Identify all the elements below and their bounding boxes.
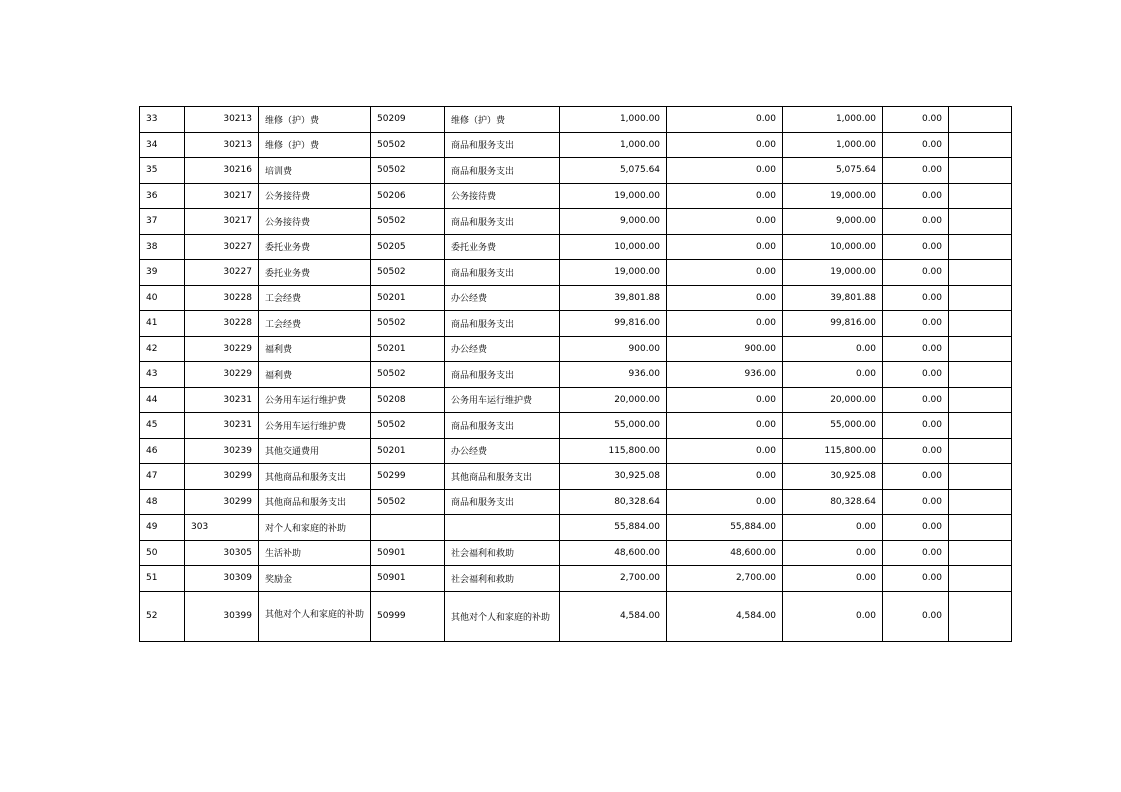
- gov-code-cell: 50205: [371, 234, 445, 260]
- basic-amount-cell: 900.00: [667, 336, 783, 362]
- other-amount-cell: 0.00: [883, 183, 949, 209]
- other-amount-cell: 0.00: [883, 464, 949, 490]
- total-amount-cell: 1,000.00: [560, 132, 667, 158]
- note-cell: [949, 438, 1012, 464]
- project-amount-cell: 0.00: [783, 336, 883, 362]
- gov-name-cell: 维修（护）费: [445, 107, 560, 133]
- row-index-cell: 48: [140, 489, 185, 515]
- other-amount-cell: 0.00: [883, 311, 949, 337]
- economic-name-cell: 其他商品和服务支出: [259, 464, 371, 490]
- row-index-cell: 47: [140, 464, 185, 490]
- table-row: [140, 336, 1012, 362]
- table-row: [140, 438, 1012, 464]
- other-amount-cell: 0.00: [883, 387, 949, 413]
- basic-amount-cell: 48,600.00: [667, 540, 783, 566]
- basic-amount-cell: 2,700.00: [667, 566, 783, 592]
- table-row: [140, 183, 1012, 209]
- gov-code-cell: 50502: [371, 209, 445, 235]
- project-amount-cell: 19,000.00: [783, 260, 883, 286]
- budget-table: [139, 106, 1012, 642]
- note-cell: [949, 234, 1012, 260]
- gov-code-cell: [371, 515, 445, 541]
- project-amount-cell: 0.00: [783, 540, 883, 566]
- economic-code-cell: 30231: [185, 413, 259, 439]
- table-row: [140, 464, 1012, 490]
- economic-code-cell: 30227: [185, 260, 259, 286]
- project-amount-cell: 20,000.00: [783, 387, 883, 413]
- other-amount-cell: 0.00: [883, 362, 949, 388]
- total-amount-cell: 9,000.00: [560, 209, 667, 235]
- total-amount-cell: 1,000.00: [560, 107, 667, 133]
- gov-name-cell: 公务接待费: [445, 183, 560, 209]
- gov-name-cell: 商品和服务支出: [445, 311, 560, 337]
- row-index-cell: 41: [140, 311, 185, 337]
- basic-amount-cell: 0.00: [667, 183, 783, 209]
- project-amount-cell: 0.00: [783, 515, 883, 541]
- gov-code-cell: 50299: [371, 464, 445, 490]
- note-cell: [949, 107, 1012, 133]
- row-index-cell: 39: [140, 260, 185, 286]
- row-index-cell: 38: [140, 234, 185, 260]
- total-amount-cell: 936.00: [560, 362, 667, 388]
- table-row: [140, 566, 1012, 592]
- economic-name-cell: 福利费: [259, 336, 371, 362]
- gov-code-cell: 50502: [371, 489, 445, 515]
- economic-code-cell: 30305: [185, 540, 259, 566]
- basic-amount-cell: 0.00: [667, 489, 783, 515]
- economic-code-cell: 30399: [185, 591, 259, 641]
- other-amount-cell: 0.00: [883, 234, 949, 260]
- total-amount-cell: 2,700.00: [560, 566, 667, 592]
- gov-code-cell: 50502: [371, 260, 445, 286]
- note-cell: [949, 387, 1012, 413]
- gov-name-cell: 社会福利和救助: [445, 566, 560, 592]
- row-index-cell: 35: [140, 158, 185, 184]
- gov-name-cell: 办公经费: [445, 438, 560, 464]
- basic-amount-cell: 0.00: [667, 234, 783, 260]
- basic-amount-cell: 0.00: [667, 107, 783, 133]
- table-row: [140, 260, 1012, 286]
- table-row: [140, 489, 1012, 515]
- project-amount-cell: 1,000.00: [783, 107, 883, 133]
- other-amount-cell: 0.00: [883, 438, 949, 464]
- economic-code-cell: 303: [185, 515, 259, 541]
- table-row: [140, 515, 1012, 541]
- gov-code-cell: 50901: [371, 566, 445, 592]
- total-amount-cell: 900.00: [560, 336, 667, 362]
- economic-code-cell: 30228: [185, 285, 259, 311]
- gov-name-cell: 其他商品和服务支出: [445, 464, 560, 490]
- row-index-cell: 34: [140, 132, 185, 158]
- other-amount-cell: 0.00: [883, 566, 949, 592]
- gov-name-cell: 商品和服务支出: [445, 362, 560, 388]
- economic-name-cell: 其他交通费用: [259, 438, 371, 464]
- table-row: [140, 413, 1012, 439]
- total-amount-cell: 115,800.00: [560, 438, 667, 464]
- economic-code-cell: 30229: [185, 362, 259, 388]
- economic-name-cell: 其他商品和服务支出: [259, 489, 371, 515]
- table-row: [140, 591, 1012, 641]
- economic-code-cell: 30217: [185, 183, 259, 209]
- note-cell: [949, 566, 1012, 592]
- economic-name-cell: 奖励金: [259, 566, 371, 592]
- table-row: [140, 540, 1012, 566]
- basic-amount-cell: 0.00: [667, 260, 783, 286]
- economic-name-cell: 委托业务费: [259, 260, 371, 286]
- row-index-cell: 52: [140, 591, 185, 641]
- table-row: [140, 158, 1012, 184]
- economic-name-cell: 公务用车运行维护费: [259, 387, 371, 413]
- basic-amount-cell: 0.00: [667, 209, 783, 235]
- other-amount-cell: 0.00: [883, 591, 949, 641]
- gov-name-cell: 商品和服务支出: [445, 132, 560, 158]
- other-amount-cell: 0.00: [883, 107, 949, 133]
- project-amount-cell: 99,816.00: [783, 311, 883, 337]
- table-row: [140, 234, 1012, 260]
- basic-amount-cell: 0.00: [667, 438, 783, 464]
- basic-amount-cell: 0.00: [667, 413, 783, 439]
- total-amount-cell: 4,584.00: [560, 591, 667, 641]
- other-amount-cell: 0.00: [883, 132, 949, 158]
- note-cell: [949, 464, 1012, 490]
- gov-name-cell: 商品和服务支出: [445, 489, 560, 515]
- row-index-cell: 49: [140, 515, 185, 541]
- economic-code-cell: 30229: [185, 336, 259, 362]
- total-amount-cell: 30,925.08: [560, 464, 667, 490]
- gov-code-cell: 50502: [371, 413, 445, 439]
- project-amount-cell: 55,000.00: [783, 413, 883, 439]
- economic-code-cell: 30217: [185, 209, 259, 235]
- row-index-cell: 46: [140, 438, 185, 464]
- gov-code-cell: 50502: [371, 158, 445, 184]
- economic-name-cell: 培训费: [259, 158, 371, 184]
- economic-name-cell: 其他对个人和家庭的补助: [259, 591, 371, 641]
- economic-code-cell: 30228: [185, 311, 259, 337]
- total-amount-cell: 55,884.00: [560, 515, 667, 541]
- gov-name-cell: 商品和服务支出: [445, 260, 560, 286]
- gov-name-cell: 商品和服务支出: [445, 413, 560, 439]
- economic-name-cell: 维修（护）费: [259, 107, 371, 133]
- table-row: [140, 387, 1012, 413]
- economic-code-cell: 30239: [185, 438, 259, 464]
- economic-code-cell: 30309: [185, 566, 259, 592]
- total-amount-cell: 19,000.00: [560, 183, 667, 209]
- note-cell: [949, 158, 1012, 184]
- other-amount-cell: 0.00: [883, 285, 949, 311]
- gov-code-cell: 50502: [371, 311, 445, 337]
- basic-amount-cell: 0.00: [667, 285, 783, 311]
- gov-name-cell: 办公经费: [445, 285, 560, 311]
- gov-name-cell: 公务用车运行维护费: [445, 387, 560, 413]
- row-index-cell: 43: [140, 362, 185, 388]
- row-index-cell: 37: [140, 209, 185, 235]
- gov-name-cell: 社会福利和救助: [445, 540, 560, 566]
- note-cell: [949, 540, 1012, 566]
- table-row: [140, 362, 1012, 388]
- other-amount-cell: 0.00: [883, 260, 949, 286]
- project-amount-cell: 80,328.64: [783, 489, 883, 515]
- basic-amount-cell: 0.00: [667, 132, 783, 158]
- gov-code-cell: 50901: [371, 540, 445, 566]
- project-amount-cell: 19,000.00: [783, 183, 883, 209]
- table-row: [140, 107, 1012, 133]
- project-amount-cell: 9,000.00: [783, 209, 883, 235]
- row-index-cell: 42: [140, 336, 185, 362]
- table-row: [140, 285, 1012, 311]
- basic-amount-cell: 0.00: [667, 158, 783, 184]
- basic-amount-cell: 0.00: [667, 387, 783, 413]
- economic-name-cell: 委托业务费: [259, 234, 371, 260]
- total-amount-cell: 20,000.00: [560, 387, 667, 413]
- gov-code-cell: 50201: [371, 336, 445, 362]
- note-cell: [949, 311, 1012, 337]
- table-row: [140, 132, 1012, 158]
- project-amount-cell: 1,000.00: [783, 132, 883, 158]
- economic-code-cell: 30231: [185, 387, 259, 413]
- gov-code-cell: 50502: [371, 362, 445, 388]
- economic-name-cell: 公务用车运行维护费: [259, 413, 371, 439]
- row-index-cell: 45: [140, 413, 185, 439]
- project-amount-cell: 5,075.64: [783, 158, 883, 184]
- basic-amount-cell: 0.00: [667, 311, 783, 337]
- gov-name-cell: [445, 515, 560, 541]
- total-amount-cell: 55,000.00: [560, 413, 667, 439]
- gov-code-cell: 50201: [371, 438, 445, 464]
- row-index-cell: 40: [140, 285, 185, 311]
- project-amount-cell: 0.00: [783, 591, 883, 641]
- project-amount-cell: 0.00: [783, 362, 883, 388]
- basic-amount-cell: 4,584.00: [667, 591, 783, 641]
- economic-name-cell: 公务接待费: [259, 209, 371, 235]
- economic-code-cell: 30227: [185, 234, 259, 260]
- economic-code-cell: 30299: [185, 489, 259, 515]
- total-amount-cell: 5,075.64: [560, 158, 667, 184]
- gov-code-cell: 50209: [371, 107, 445, 133]
- row-index-cell: 33: [140, 107, 185, 133]
- note-cell: [949, 260, 1012, 286]
- table-row: [140, 311, 1012, 337]
- economic-name-cell: 工会经费: [259, 285, 371, 311]
- economic-name-cell: 福利费: [259, 362, 371, 388]
- gov-name-cell: 商品和服务支出: [445, 158, 560, 184]
- row-index-cell: 50: [140, 540, 185, 566]
- other-amount-cell: 0.00: [883, 413, 949, 439]
- project-amount-cell: 10,000.00: [783, 234, 883, 260]
- project-amount-cell: 0.00: [783, 566, 883, 592]
- total-amount-cell: 39,801.88: [560, 285, 667, 311]
- gov-code-cell: 50206: [371, 183, 445, 209]
- economic-name-cell: 公务接待费: [259, 183, 371, 209]
- economic-name-cell: 工会经费: [259, 311, 371, 337]
- note-cell: [949, 413, 1012, 439]
- gov-name-cell: 委托业务费: [445, 234, 560, 260]
- other-amount-cell: 0.00: [883, 489, 949, 515]
- economic-code-cell: 30213: [185, 132, 259, 158]
- note-cell: [949, 591, 1012, 641]
- gov-name-cell: 商品和服务支出: [445, 209, 560, 235]
- note-cell: [949, 362, 1012, 388]
- basic-amount-cell: 0.00: [667, 464, 783, 490]
- project-amount-cell: 115,800.00: [783, 438, 883, 464]
- row-index-cell: 44: [140, 387, 185, 413]
- basic-amount-cell: 55,884.00: [667, 515, 783, 541]
- other-amount-cell: 0.00: [883, 540, 949, 566]
- basic-amount-cell: 936.00: [667, 362, 783, 388]
- other-amount-cell: 0.00: [883, 336, 949, 362]
- gov-code-cell: 50208: [371, 387, 445, 413]
- gov-name-cell: 办公经费: [445, 336, 560, 362]
- gov-code-cell: 50502: [371, 132, 445, 158]
- row-index-cell: 36: [140, 183, 185, 209]
- economic-name-cell: 生活补助: [259, 540, 371, 566]
- total-amount-cell: 80,328.64: [560, 489, 667, 515]
- total-amount-cell: 99,816.00: [560, 311, 667, 337]
- gov-name-cell: 其他对个人和家庭的补助: [445, 591, 560, 641]
- gov-code-cell: 50999: [371, 591, 445, 641]
- note-cell: [949, 515, 1012, 541]
- note-cell: [949, 489, 1012, 515]
- other-amount-cell: 0.00: [883, 158, 949, 184]
- table-row: [140, 209, 1012, 235]
- gov-code-cell: 50201: [371, 285, 445, 311]
- note-cell: [949, 285, 1012, 311]
- project-amount-cell: 30,925.08: [783, 464, 883, 490]
- total-amount-cell: 19,000.00: [560, 260, 667, 286]
- note-cell: [949, 132, 1012, 158]
- economic-code-cell: 30213: [185, 107, 259, 133]
- other-amount-cell: 0.00: [883, 209, 949, 235]
- economic-code-cell: 30299: [185, 464, 259, 490]
- total-amount-cell: 10,000.00: [560, 234, 667, 260]
- note-cell: [949, 209, 1012, 235]
- economic-code-cell: 30216: [185, 158, 259, 184]
- economic-name-cell: 维修（护）费: [259, 132, 371, 158]
- project-amount-cell: 39,801.88: [783, 285, 883, 311]
- row-index-cell: 51: [140, 566, 185, 592]
- note-cell: [949, 183, 1012, 209]
- economic-name-cell: 对个人和家庭的补助: [259, 515, 371, 541]
- other-amount-cell: 0.00: [883, 515, 949, 541]
- note-cell: [949, 336, 1012, 362]
- total-amount-cell: 48,600.00: [560, 540, 667, 566]
